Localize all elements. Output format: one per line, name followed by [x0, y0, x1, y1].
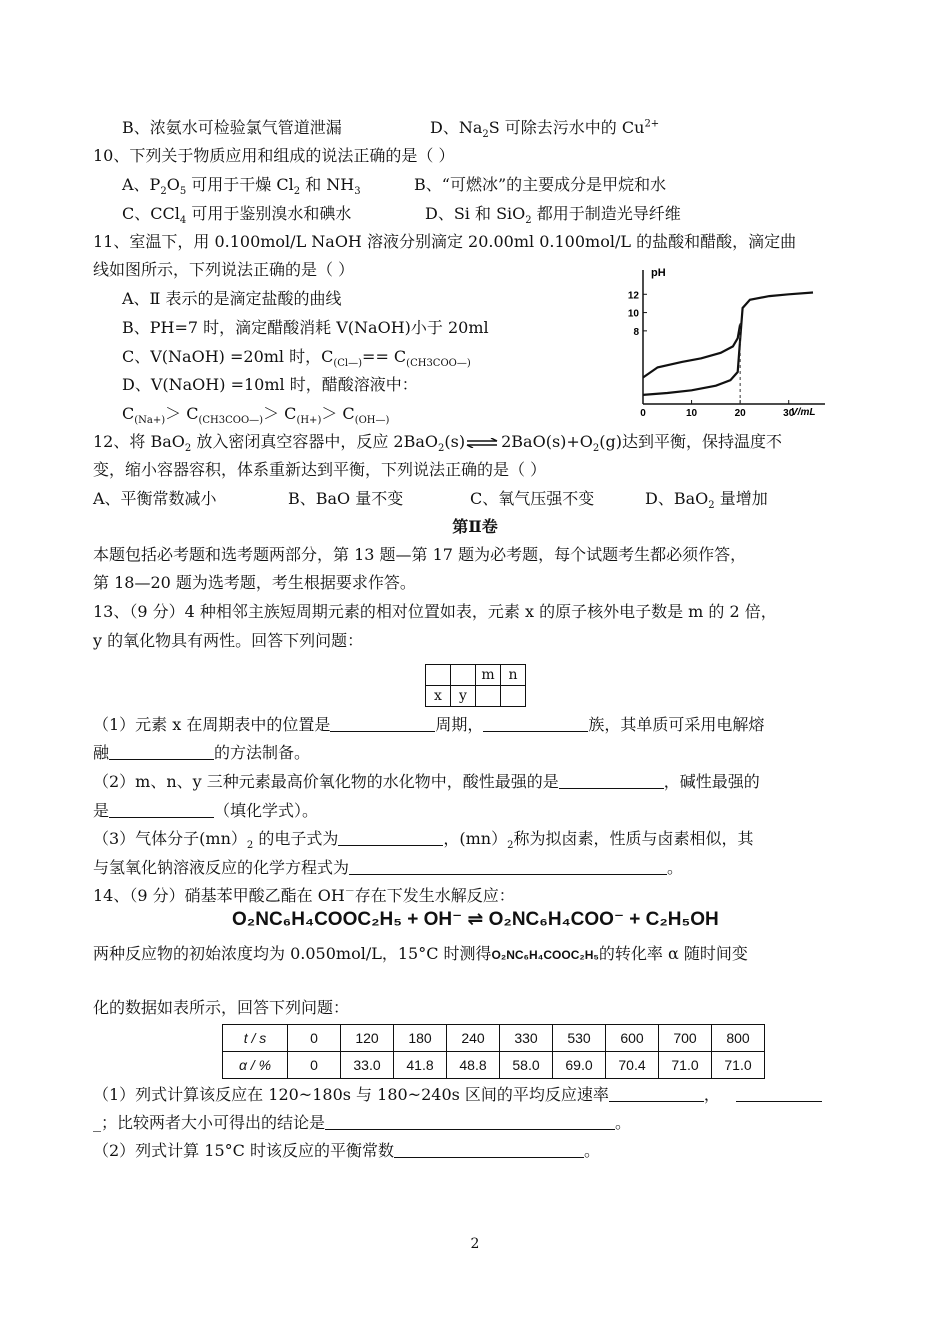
answer-blank[interactable]: [109, 743, 214, 760]
q13-part3-line1: （3）气体分子$(mn)_2$ 的电子式为 ，$(mn)_2$称为拟卤素，性质与卤素相似，其: [93, 829, 754, 852]
q9-option-b: B、浓氨水可检验氯气管道泄漏: [122, 118, 342, 137]
time-cell: 700: [659, 1025, 712, 1052]
time-cell: 600: [606, 1025, 659, 1052]
q12-option-d: D、BaO$_2$ 量增加: [645, 489, 768, 512]
equilibrium-arrow-icon: [465, 432, 501, 454]
header-alpha: α / %: [223, 1052, 288, 1079]
q14-part1-line2: _；比较两者大小可得出的结论是 。: [93, 1113, 632, 1132]
x-tick-label: 20: [734, 408, 746, 419]
q10-option-a: A、$P_2O_5$ 可用于干燥 $Cl_2$ 和 $NH_3$: [122, 175, 361, 198]
x-tick-label: 30: [783, 408, 795, 419]
conversion-rate-table: [222, 1024, 765, 1079]
alpha-cell: 41.8: [394, 1052, 447, 1079]
q9-option-d: D、$Na_2S$ 可除去污水中的 $Cu^{2+}$: [430, 118, 660, 141]
q12-option-c: C、氧气压强不变: [470, 489, 595, 508]
q14-stem-2: 两种反应物的初始浓度均为 0.050mol/L，15°C 时测得O₂NC₆H₄COOC₂H₅的转化率 α 随时间变: [93, 944, 748, 963]
pt-cell: [426, 665, 451, 686]
q10-option-d: D、Si 和 SiO$_2$ 都用于制造光导纤维: [425, 204, 681, 227]
q12-option-a: A、平衡常数减小: [93, 489, 217, 508]
q13-part1-line1: （1）元素 x 在周期表中的位置是 周期， 族，其单质可采用电解熔: [93, 715, 765, 734]
alpha-cell: 71.0: [712, 1052, 765, 1079]
y-tick-label: 12: [627, 290, 639, 302]
inline-formula: O₂NC₆H₄COOC₂H₅: [491, 948, 599, 962]
time-cell: 0: [288, 1025, 341, 1052]
q13-part2-line1: （2）m、n、y 三种元素最高价氧化物的水化物中，酸性最强的是 ，碱性最强的: [93, 772, 760, 791]
pt-cell-m: m: [476, 665, 501, 686]
q14-part2: （2）列式计算 15°C 时该反应的平衡常数 。: [93, 1141, 600, 1160]
pt-cell: [451, 665, 476, 686]
q11-option-d: D、V(NaOH) =10ml 时，醋酸溶液中：: [122, 375, 418, 394]
alpha-cell: 48.8: [447, 1052, 500, 1079]
y-tick-label: 8: [633, 326, 639, 338]
answer-blank[interactable]: [483, 715, 588, 732]
x-tick-label: 0: [640, 408, 646, 419]
x-tick-label: 10: [686, 408, 698, 419]
section-intro-1: 本题包括必考题和选考题两部分，第 13 题—第 17 题为必考题，每个试题考生都必须作答，: [93, 545, 747, 564]
q14-part1-line1: （1）列式计算该反应在 120~180s 与 180~240s 区间的平均反应速率 ，: [93, 1084, 822, 1106]
q12-option-b: B、BaO 量不变: [288, 489, 404, 508]
answer-blank[interactable]: [330, 715, 435, 732]
alpha-cell: 0: [288, 1052, 341, 1079]
pt-cell-x: x: [426, 686, 451, 707]
q14-stem-3: 化的数据如表所示，回答下列问题：: [93, 998, 350, 1017]
alpha-cell: 69.0: [553, 1052, 606, 1079]
x-axis-label: V/mL: [791, 407, 816, 418]
q11-stem-1: 11、室温下，用 0.100mol/L NaOH 溶液分别滴定 20.00ml 0.100mol/L 的盐酸和醋酸，滴定曲: [93, 232, 797, 251]
q11-option-d-relation: $C_{(Na+)}> C_{(CH3COO—)}> C_{(H+)}> C_{(OH—)}$: [122, 404, 390, 427]
answer-blank[interactable]: [736, 1085, 822, 1102]
page-number: 2: [470, 1236, 480, 1252]
time-cell: 530: [553, 1025, 606, 1052]
answer-blank[interactable]: [559, 772, 664, 789]
series-line-2: [643, 325, 740, 378]
answer-blank[interactable]: [609, 1085, 704, 1102]
q13-part1-line2: 融 的方法制备。: [93, 743, 311, 762]
time-cell: 330: [500, 1025, 553, 1052]
answer-blank[interactable]: [325, 1113, 615, 1130]
q10-option-c: C、CCl$_4$ 可用于鉴别溴水和碘水: [122, 204, 352, 227]
alpha-cell: 33.0: [341, 1052, 394, 1079]
answer-blank[interactable]: [349, 858, 667, 875]
header-time: t / s: [223, 1025, 288, 1052]
q11-option-b: B、PH=7 时，滴定醋酸消耗 V(NaOH)小于 20ml: [122, 318, 489, 337]
q11-option-c: C、V(NaOH) =20ml 时，$C_{(Cl—)}== C_{(CH3COO—)}$: [122, 347, 471, 370]
q13-stem-2: y 的氧化物具有两性。回答下列问题：: [93, 631, 364, 650]
alpha-cell: 70.4: [606, 1052, 659, 1079]
q13-stem-1: 13、（9 分）4 种相邻主族短周期元素的相对位置如表，元素 x 的原子核外电子数是 m 的 2 倍，: [93, 602, 777, 621]
q10-stem: 10、下列关于物质应用和组成的说法正确的是（ ）: [93, 146, 455, 165]
alpha-cell: 58.0: [500, 1052, 553, 1079]
q11-stem-2: 线如图所示，下列说法正确的是（ ）: [93, 260, 355, 279]
series-line-1: [643, 293, 813, 395]
time-cell: 800: [712, 1025, 765, 1052]
y-tick-label: 10: [627, 308, 639, 320]
pt-cell: [476, 686, 501, 707]
y-axis-label: pH: [651, 267, 666, 279]
hydrolysis-equation: O₂NC₆H₄COOC₂H₅ + OH⁻ ⇌ O₂NC₆H₄COO⁻ + C₂H₅OH: [232, 909, 719, 930]
time-cell: 240: [447, 1025, 500, 1052]
answer-blank[interactable]: [109, 801, 214, 818]
answer-blank[interactable]: [338, 829, 443, 846]
section-title: 第Ⅱ卷: [452, 517, 498, 536]
q13-part2-line2: 是 （填化学式）。: [93, 801, 319, 820]
titration-chart: [625, 262, 835, 422]
q12-stem-2: 变，缩小容器容积，体系重新达到平衡，下列说法正确的是（ ）: [93, 460, 547, 479]
periodic-position-table: [425, 664, 526, 707]
q11-option-a: A、Ⅱ 表示的是滴定盐酸的曲线: [122, 289, 342, 308]
pt-cell-y: y: [451, 686, 476, 707]
q10-option-b: B、“可燃冰”的主要成分是甲烷和水: [414, 175, 667, 194]
pt-cell-n: n: [501, 665, 526, 686]
answer-blank[interactable]: [394, 1141, 584, 1158]
q14-stem-1: 14、（9 分）硝基苯甲酸乙酯在 OH－存在下发生水解反应：: [93, 886, 515, 905]
pt-cell: [501, 686, 526, 707]
q13-part3-line2: 与氢氧化钠溶液反应的化学方程式为 。: [93, 858, 684, 877]
alpha-cell: 71.0: [659, 1052, 712, 1079]
time-cell: 180: [394, 1025, 447, 1052]
time-cell: 120: [341, 1025, 394, 1052]
q12-stem-1: 12、将 BaO$_2$ 放入密闭真空容器中，反应 2BaO$_2$(s) $2BaO(s)+O_2(g)$达到平衡，保持温度不: [93, 432, 783, 455]
section-intro-2: 第 18—20 题为选考题，考生根据要求作答。: [93, 573, 416, 592]
